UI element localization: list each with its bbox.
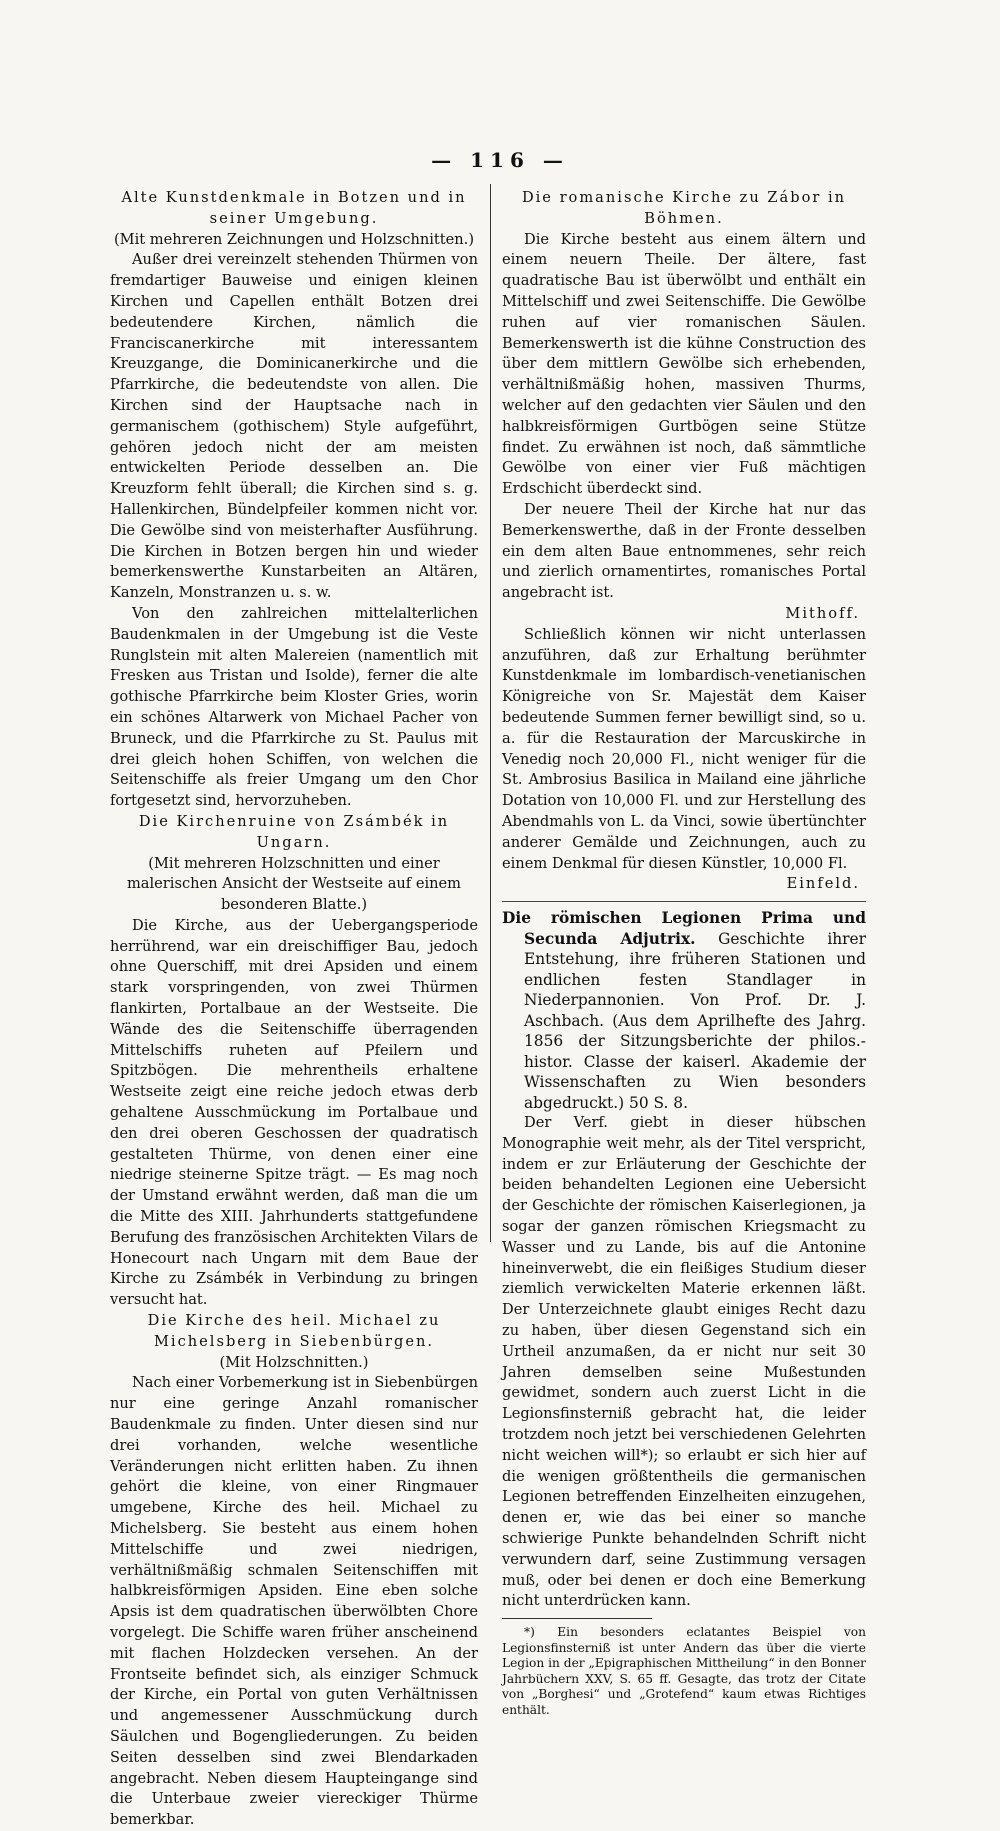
section-subheading-botzen: (Mit mehreren Zeichnungen und Holzschnitten.) [113, 230, 475, 248]
section-heading-michelsberg: Die Kirche des heil. Michael zu Michelsberg in Siebenbürgen. [147, 1312, 441, 1350]
page-number: — 116 — [431, 148, 569, 172]
paragraph: Die Kirche, aus der Uebergangsperiode herrührend, war ein dreischiffiger Bau, jedoch ohne Querschiff, mit drei Apsiden und einem stark vorspringenden, von zwei Thürmen flankirten, Portalbaue an der Westseite. Die Wände des die Seitenschiffe überragenden Mittelschiffs ruheten auf Pfeilern und Spitzbögen. Die mehrentheils erhaltene Westseite zeigt eine reiche jedoch etwas derb gehaltene Ausschmückung im Portalbaue und den drei oberen Geschossen der quadratisch gestalteten Thürme, von denen einer eine niedrige steinerne Spitze trägt. — Es mag noch der Umstand erwähnt werden, daß man die um die Mitte des XIII. Jahrhunderts stattgefundene Berufung des französischen Architekten Vilars de Honecourt nach Ungarn mit dem Baue der Kirche zu Zsámbék in Verbindung zu bringen versucht hat. [110, 916, 478, 1309]
section-heading-zsambek: Die Kirchenruine von Zsámbék in Ungarn. [138, 812, 450, 851]
paragraph: Nach einer Vorbemerkung ist in Siebenbürgen nur eine geringe Anzahl romanischer Baudenkmale zu finden. Unter diesen sind nur drei vorhanden, welche wesentliche Veränderungen nicht erlitten haben. Zu ihnen gehört die kleine, von einer Ringmauer umgebene, Kirche des heil. Michael zu Michelsberg. Sie besteht aus einem hohen Mittelschiffe und zwei niedrigen, verhältnißmäßig schmalen Seitenschiffen mit halbkreisförmigen Apsiden. Eine eben solche Apsis ist dem quadratischen überwölbten Chore vorgelegt. Die Schiffe waren früher anscheinend mit flachen Holzdecken versehen. An der Frontseite befindet sich, als einziger Schmuck der Kirche, ein Portal von guten Verhältnissen und angemessener Ausschmückung durch Säulchen und Bogengliederungen. Zu beiden Seiten desselben sind zwei Blendarkaden angebracht. Neben diesem Haupteingange sind die Unterbaue zweier viereckiger Thürme bemerkbar. [110, 1374, 478, 1829]
paragraph: Schließlich können wir nicht unterlassen anzuführen, daß zur Erhaltung berühmter Kunstdenkmale im lombardisch-venetianischen Königreiche von Sr. Majestät dem Kaiser bedeutende Summen ferner bewilligt sind, so u. a. für die Restauration der Marcuskirche in Venedig noch 20,000 Fl., nicht weniger für die St. Ambrosius Basilica in Mailand eine jährliche Dotation von 10,000 Fl. und zur Herstellung des Abendmahls von L. da Vinci, sowie übertünchter anderer Gemälde und Zeichnungen, auch zu einem Denkmal für diesen Künstler, 10,000 Fl. [502, 625, 866, 872]
review-heading [502, 908, 866, 1113]
section-subheading-michelsberg: (Mit Holzschnitten.) [219, 1353, 369, 1371]
paragraph: Die Kirche besteht aus einem ältern und einem neuern Theile. Der ältere, fast quadratische Bau ist überwölbt und enthält ein Mittelschiff und zwei Seitenschiffe. Die Gewölbe ruhen auf vier romanischen Säulen. Bemerkenswerth ist die kühne Construction des über dem mittlern Gewölbe sich erhebenden, verhältnißmäßig hohen, massiven Thurms, welcher auf den gedachten vier Säulen und den halbkreisförmigen Gurtbögen seine Stütze findet. Zu erwähnen ist noch, daß sämmtliche Gewölbe von einer vier Fuß mächtigen Erdschicht überdeckt sind. [502, 230, 866, 498]
column-divider [490, 184, 491, 1242]
paragraph: Der neuere Theil der Kirche hat nur das Bemerkenswerthe, daß in der Fronte desselben ein dem alten Baue entnommenes, sehr reich und zierlich ornamentirtes, romanisches Portal angebracht ist. [502, 500, 866, 602]
footnote-rule [502, 1618, 652, 1619]
right-column [502, 188, 866, 1718]
footnote: *) Ein besonders eclatantes Beispiel von Legionsfinsterniß ist unter Andern das über die vierte Legion in der „Epigraphischen Mittheilung“ in den Bonner Jahrbüchern XXV, S. 65 ff. Gesagte, das trotz der Citate von „Borghesi“ und „Grotefend“ kaum etwas Richtiges enthält. [502, 1625, 866, 1717]
paragraph: Der Verf. giebt in dieser hübschen Monographie weit mehr, als der Titel verspricht, indem er zur Erläuterung der Geschichte der beiden behandelten Legionen eine Uebersicht der Geschichte der römischen Kaiserlegionen, ja sogar der ganzen römischen Kriegsmacht zu Wasser und zu Lande, bis auf die Antonine hineinverwebt, die ein fleißiges Studium dieser ziemlich verwickelten Materie erkennen läßt. Der Unterzeichnete glaubt einiges Recht dazu zu haben, über diesen Gegenstand sich ein Urtheil anzumaßen, da er nicht nur seit 30 Jahren demselben seine Mußestunden gewidmet, sondern auch zuerst Licht in die Legionsfinsterniß gebracht hat, die leider trotzdem noch jetzt bei verschiedenen Gelehrten nicht weichen will*); so erlaubt er sich hier auf die wenigen größtentheils die germanischen Legionen betreffenden Einzelheiten einzugehen, denen er, wie das bei einer so manche schwierige Punkte behandelnden Schrift nicht verwundern darf, seine Zustimmung versagen muß, oder bei denen er doch eine Bemerkung nicht unterdrücken kann. [502, 1114, 866, 1610]
review-title: Die römischen Legionen Prima und Secunda Adjutrix. [502, 909, 866, 948]
author-signature: Einfeld. [786, 875, 860, 893]
section-divider [502, 901, 866, 902]
author-signature: Mithoff. [785, 604, 860, 622]
paragraph: Außer drei vereinzelt stehenden Thürmen von fremdartiger Bauweise und einigen kleinen Kirchen und Capellen enthält Botzen drei bedeutendere Kirchen, nämlich die Franciscanerkirche mit interessantem Kreuzgange, die Dominicanerkirche und die Pfarrkirche, die bedeutendste von allen. Die Kirchen sind der Hauptsache nach in germanischem (gothischem) Style aufgeführt, gehören jedoch nicht der am meisten entwickelten Periode desselben an. Die Kreuzform fehlt überall; die Kirchen sind s. g. Hallenkirchen, Bündelpfeiler kommen nicht vor. Die Gewölbe sind von meisterhafter Ausführung. Die Kirchen in Botzen bergen hin und wieder bemerkenswerthe Kunstarbeiten an Altären, Kanzeln, Monstranzen u. s. w. [110, 251, 478, 602]
review-bibliography: Geschichte ihrer Entstehung, ihre früheren Stationen und endlichen festen Standlager in Niederpannonien. Von Prof. Dr. J. Aschbach. (Aus dem Aprilhefte des Jahrg. 1856 der Sitzungsberichte der philos.-histor. Classe der kaiserl. Akademie der Wissenschaften zu Wien besonders abgedruckt.) 50 S. 8. [524, 929, 866, 1112]
section-subheading-zsambek: (Mit mehreren Holzschnitten und einer malerischen Ansicht der Westseite auf einem besonderen Blatte.) [126, 854, 462, 914]
section-heading-zabor: Die romanische Kirche zu Zábor in Böhmen. [521, 189, 847, 227]
paragraph: Von den zahlreichen mittelalterlichen Baudenkmalen in der Umgebung ist die Veste Runglstein mit alten Malereien (namentlich mit Fresken aus Tristan und Isolde), ferner die alte gothische Pfarrkirche beim Kloster Gries, worin ein schönes Altarwerk von Michael Pacher von Bruneck, und die Pfarrkirche zu St. Paulus mit drei gleich hohen Schiffen, von welchen die Seitenschiffe als freier Umgang um den Chor fortgesetzt sind, hervorzuheben. [110, 604, 478, 810]
section-heading-botzen: Alte Kunstdenkmale in Botzen und in seiner Umgebung. [121, 189, 467, 227]
left-column [110, 188, 478, 1831]
